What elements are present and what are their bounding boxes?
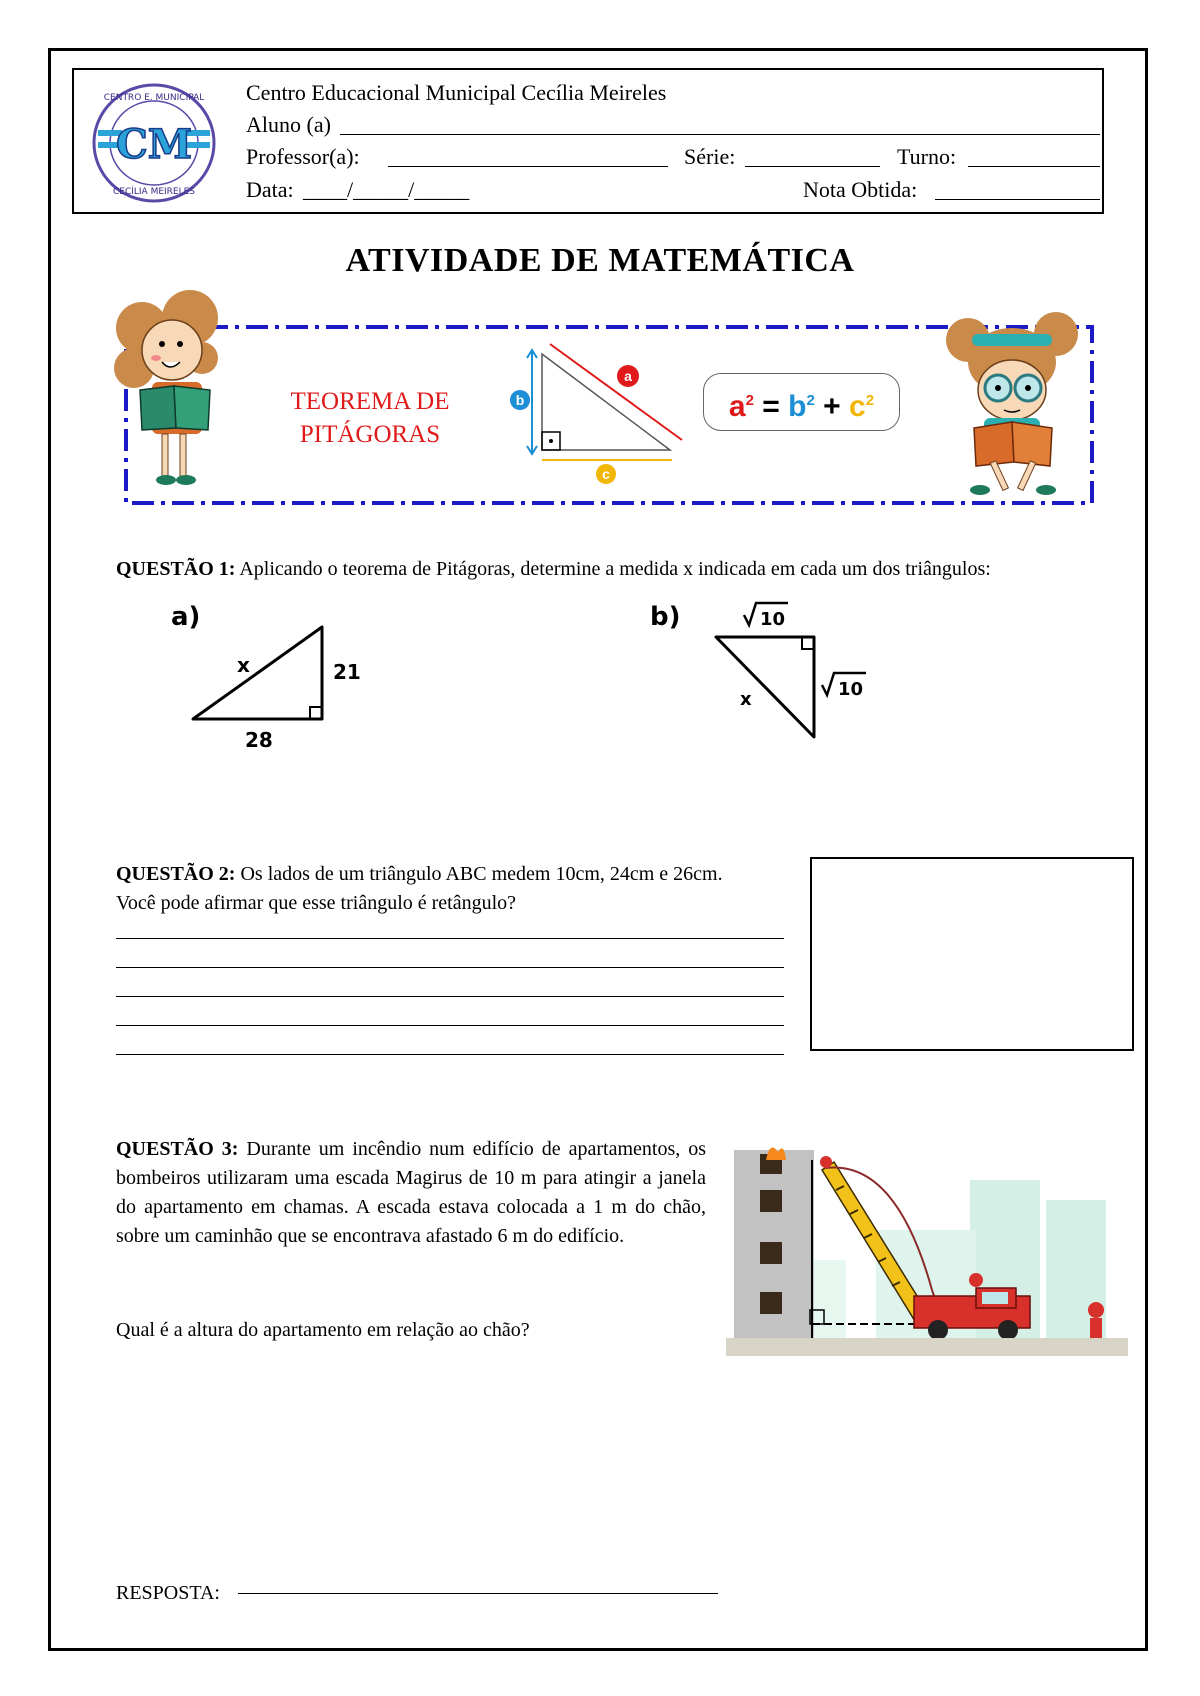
q3-label: QUESTÃO 3:	[116, 1138, 239, 1160]
serie-field[interactable]	[745, 166, 880, 167]
banner-right-triangle	[510, 340, 690, 490]
school-logo	[88, 78, 220, 208]
nota-label: Nota Obtida:	[803, 177, 918, 202]
q2-text1: Os lados de um triângulo ABC medem 10cm, 24cm e 26cm.	[235, 863, 723, 885]
banner-side-a: a	[624, 368, 632, 384]
logo-letters: CM	[115, 121, 193, 168]
q1b-hypotenuse-label: x	[740, 689, 752, 710]
q1b-leg2-label: 10	[838, 679, 864, 700]
answer-label: RESPOSTA:	[116, 1582, 220, 1604]
q2-answer-line[interactable]	[116, 1054, 784, 1055]
professor-label: Professor(a):	[246, 144, 360, 169]
data-label: Data:	[246, 177, 294, 202]
turno-label: Turno:	[897, 144, 957, 169]
q2-answer-line[interactable]	[116, 967, 784, 968]
logo-ring-top: CENTRO E. MUNICIPAL	[103, 93, 205, 103]
fire-truck-ladder-illustration	[726, 1140, 1128, 1356]
professor-field[interactable]	[388, 166, 668, 167]
q2-answer-line[interactable]	[116, 1025, 784, 1026]
banner-side-b: b	[515, 392, 525, 408]
q1a-triangle	[165, 595, 390, 755]
q3-text: Durante um incêndio num edifício de apartamentos, os bombeiros utilizaram uma escada Magirus de 10 m para atingir a janela do apartamento em chamas. A escada estava colocada a 1 m do chão, sobre um caminhão que se encontrava afastado 6 m do edifício.	[116, 1138, 706, 1247]
aluno-label: Aluno (a)	[246, 112, 331, 137]
girl-reading-left-illustration	[112, 288, 222, 493]
formula-b: b	[788, 390, 807, 423]
q1a-tag: a)	[171, 602, 201, 632]
q1b-tag: b)	[650, 602, 681, 632]
q3-statement	[116, 1135, 706, 1251]
nota-field[interactable]	[935, 199, 1100, 200]
q2-label: QUESTÃO 2:	[116, 863, 236, 885]
q3-question: Qual é a altura do apartamento em relação ao chão?	[116, 1319, 530, 1341]
logo-ring-bottom: CECÍLIA MEIRELES	[112, 187, 196, 197]
q2-text2: Você pode afirmar que esse triângulo é retângulo?	[116, 892, 517, 914]
q1-text: Aplicando o teorema de Pitágoras, determine a medida x indicada em cada um dos triângulos:	[235, 558, 991, 580]
school-name: Centro Educacional Municipal Cecília Meireles	[246, 80, 667, 105]
formula-c: c	[849, 390, 866, 423]
q1a-leg2-label: 28	[245, 728, 273, 752]
banner-title-line1: TEOREMA DE	[290, 388, 450, 415]
q2-calculation-box[interactable]	[810, 857, 1134, 1051]
q2-answer-line[interactable]	[116, 996, 784, 997]
q2-answer-line[interactable]	[116, 938, 784, 939]
girl-reading-right-illustration	[938, 310, 1090, 500]
q2-statement	[116, 860, 723, 889]
q1b-leg1-label: 10	[760, 609, 786, 630]
formula-plus: +	[823, 390, 841, 423]
turno-field[interactable]	[968, 166, 1100, 167]
answer-line[interactable]	[238, 1593, 718, 1594]
pythagoras-formula	[703, 373, 900, 431]
page-title: ATIVIDADE DE MATEMÁTICA	[345, 242, 855, 279]
formula-a: a	[728, 390, 746, 423]
formula-a-exp: 2	[745, 392, 754, 409]
q1a-leg1-label: 21	[333, 660, 361, 684]
serie-label: Série:	[684, 144, 736, 169]
data-field[interactable]: ____/_____/_____	[303, 177, 470, 202]
banner-side-c: c	[602, 466, 610, 482]
aluno-field[interactable]	[340, 134, 1100, 135]
formula-b-exp: 2	[806, 392, 815, 409]
banner-title	[265, 385, 475, 451]
q1b-triangle	[648, 595, 878, 745]
q1-label: QUESTÃO 1:	[116, 558, 236, 580]
formula-eq: =	[762, 390, 780, 423]
q1-statement	[116, 555, 991, 584]
banner-title-line2: PITÁGORAS	[299, 421, 441, 448]
formula-c-exp: 2	[865, 392, 875, 409]
q1a-hypotenuse-label: x	[237, 653, 250, 677]
